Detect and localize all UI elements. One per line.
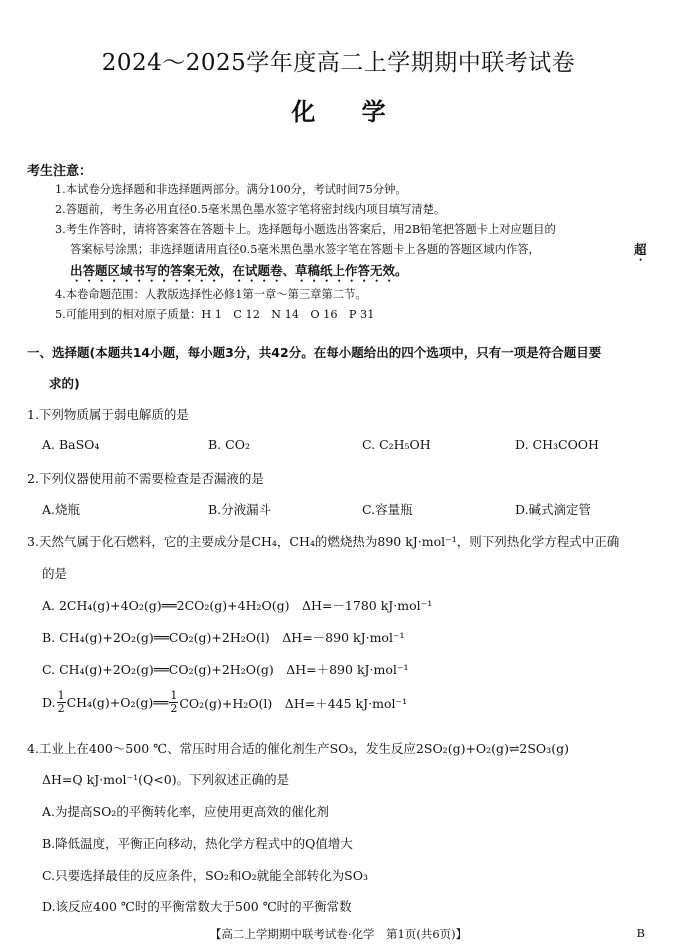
notice-item-2: 2.答题前，考生务必用直径0.5毫米黑色墨水签字笔将密封线内项目填写清楚。 (55, 203, 446, 216)
exam-title: 2024～2025学年度高二上学期期中联考试卷 (101, 50, 576, 76)
notice-warning: 出答题区域书写的答案无效，在试题卷、草稿纸上作答无效。 (70, 263, 408, 278)
question-1-option-a: A. BaSO₄ (42, 437, 100, 452)
fraction-denominator: 2 (57, 702, 65, 715)
option-d-label: D. (42, 695, 56, 710)
section-heading-cont: 求的) (49, 376, 80, 391)
fraction-half-1 (57, 690, 66, 715)
option-d-end: CO₂(g)+H₂O(l) ΔH=＋445 kJ·mol⁻¹ (179, 695, 408, 711)
fraction-numerator: 1 (170, 689, 178, 702)
question-2-option-b: B.分液漏斗 (208, 502, 272, 517)
notice-item-3-cont: 答案标号涂黑；非选择题请用直径0.5毫米黑色墨水签字笔在答题卡上各题的答题区域内作答， (70, 243, 540, 256)
question-4-option-b: B.降低温度，平衡正向移动，热化学方程式中的Q值增大 (42, 836, 353, 851)
notice-warning-head: 超 (634, 242, 647, 257)
question-4-stem-cont: ΔH=Q kJ·mol⁻¹(Q<0)。下列叙述正确的是 (42, 772, 290, 787)
question-3-stem: 3.天然气属于化石燃料，它的主要成分是CH₄，CH₄的燃烧热为890 kJ·mol⁻¹，则下列热化学方程式中正确 (27, 534, 620, 549)
question-1-stem: 1.下列物质属于弱电解质的是 (27, 407, 189, 422)
question-2-stem: 2.下列仪器使用前不需要检查是否漏液的是 (27, 471, 264, 486)
page-footer: 【高二上学期期中联考试卷·化学 第1页(共6页)】 (209, 927, 468, 941)
paper-version-mark: B (636, 926, 645, 940)
question-2-option-c: C.容量瓶 (362, 502, 413, 517)
question-4-option-d: D.该反应400 ℃时的平衡常数大于500 ℃时的平衡常数 (42, 899, 352, 914)
question-4-stem: 4.工业上在400～500 ℃、常压时用合适的催化剂生产SO₃，发生反应2SO₂(g)+O₂(g)⇌2SO₃(g) (27, 741, 569, 756)
question-2-option-d: D.碱式滴定管 (515, 502, 592, 517)
option-d-middle: CH₄(g)+O₂(g)══ (66, 695, 169, 710)
question-4-option-c: C.只要选择最佳的反应条件，SO₂和O₂就能全部转化为SO₃ (42, 868, 368, 883)
notice-item-1: 1.本试卷分选择题和非选择题两部分。满分100分，考试时间75分钟。 (55, 183, 407, 196)
question-1-option-d: D. CH₃COOH (515, 437, 599, 452)
question-1-option-c: C. C₂H₅OH (362, 437, 431, 452)
question-3-option-d (42, 690, 407, 715)
fraction-denominator: 2 (170, 702, 178, 715)
subject-title: 化 学 (291, 98, 386, 126)
question-3-option-a: A. 2CH₄(g)+4O₂(g)══2CO₂(g)+4H₂O(g) ΔH=－1780 kJ·mol⁻¹ (42, 598, 433, 613)
fraction-half-2 (169, 690, 178, 715)
section-heading: 一、选择题(本题共14小题，每小题3分，共42分。在每小题给出的四个选项中，只有一项是符合题目要 (27, 345, 602, 360)
notice-item-5: 5.可能用到的相对原子质量：H 1 C 12 N 14 O 16 P 31 (55, 308, 375, 321)
question-3-option-c: C. CH₄(g)+2O₂(g)══CO₂(g)+2H₂O(g) ΔH=＋890 kJ·mol⁻¹ (42, 662, 409, 677)
notice-heading: 考生注意： (27, 164, 93, 179)
notice-item-4: 4.本卷命题范围：人教版选择性必修1第一章～第三章第二节。 (55, 288, 367, 301)
question-1-option-b: B. CO₂ (208, 437, 250, 452)
question-4-option-a: A.为提高SO₂的平衡转化率，应使用更高效的催化剂 (42, 804, 329, 819)
notice-item-3: 3.考生作答时，请将答案答在答题卡上。选择题每小题选出答案后，用2B铅笔把答题卡上对应题目的 (55, 223, 556, 236)
fraction-numerator: 1 (57, 689, 65, 702)
question-3-stem-cont: 的是 (42, 566, 68, 581)
question-3-option-b: B. CH₄(g)+2O₂(g)══CO₂(g)+2H₂O(l) ΔH=－890 kJ·mol⁻¹ (42, 630, 405, 645)
question-2-option-a: A.烧瓶 (42, 502, 81, 517)
